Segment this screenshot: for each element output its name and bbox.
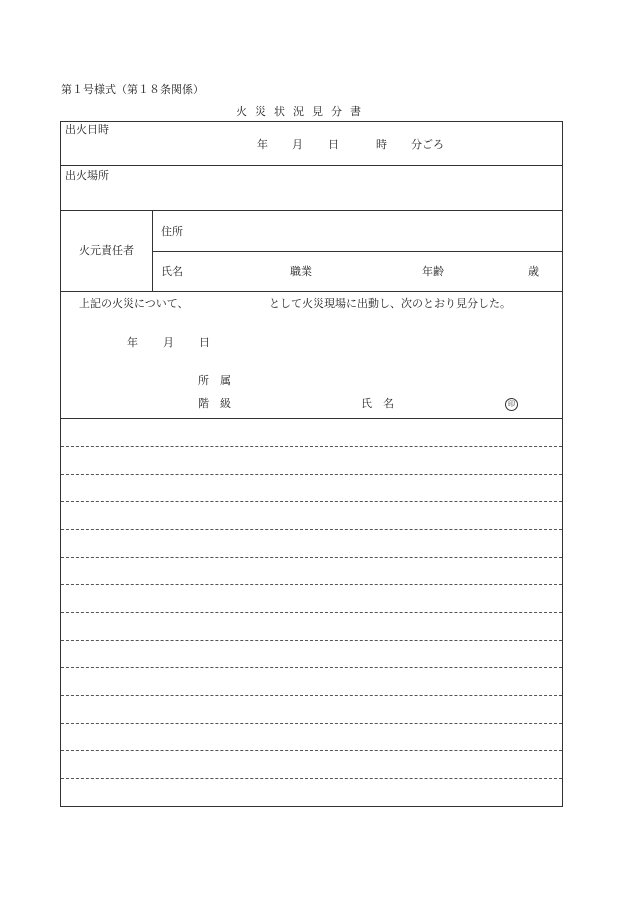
divider-address bbox=[152, 251, 563, 252]
writing-line bbox=[61, 778, 562, 779]
writing-line bbox=[61, 557, 562, 558]
occupation-label: 職業 bbox=[290, 265, 312, 278]
divider-statement bbox=[60, 418, 563, 419]
statement-text-1: 上記の火災について、 bbox=[79, 297, 189, 310]
divider-person bbox=[60, 291, 563, 292]
rank-label: 階 級 bbox=[198, 397, 231, 410]
divider-person-label bbox=[152, 210, 153, 291]
statement-month-unit: 月 bbox=[163, 336, 174, 349]
fire-location-label: 出火場所 bbox=[65, 169, 109, 182]
divider-location bbox=[60, 210, 563, 211]
divider-datetime bbox=[60, 165, 563, 166]
form-frame bbox=[60, 121, 563, 807]
age-label: 年齢 bbox=[422, 265, 444, 278]
writing-line bbox=[61, 584, 562, 585]
fire-minute-unit: 分ごろ bbox=[411, 138, 444, 151]
fire-hour-unit: 時 bbox=[376, 138, 387, 151]
writing-line bbox=[61, 750, 562, 751]
affiliation-label: 所 属 bbox=[198, 374, 231, 387]
form-number: 第１号様式（第１８条関係） bbox=[61, 83, 204, 96]
inspector-name-label: 氏 名 bbox=[361, 397, 394, 410]
writing-line bbox=[61, 640, 562, 641]
address-label: 住所 bbox=[161, 225, 183, 238]
writing-line bbox=[61, 695, 562, 696]
fire-source-person-label: 火元責任者 bbox=[79, 244, 134, 257]
writing-line bbox=[61, 723, 562, 724]
person-name-label: 氏名 bbox=[161, 265, 183, 278]
writing-line bbox=[61, 474, 562, 475]
seal-icon: 印 bbox=[505, 398, 518, 411]
age-unit: 歳 bbox=[528, 265, 539, 278]
fire-datetime-label: 出火日時 bbox=[65, 123, 109, 136]
writing-line bbox=[61, 667, 562, 668]
writing-line bbox=[61, 501, 562, 502]
writing-line bbox=[61, 612, 562, 613]
statement-text-2: として火災現場に出動し、次のとおり見分した。 bbox=[269, 297, 511, 310]
writing-line bbox=[61, 446, 562, 447]
seal-mark bbox=[505, 397, 518, 411]
fire-day-unit: 日 bbox=[328, 138, 339, 151]
statement-year-unit: 年 bbox=[127, 336, 138, 349]
fire-month-unit: 月 bbox=[292, 138, 303, 151]
writing-line bbox=[61, 529, 562, 530]
document-title: 火災状況見分書 bbox=[236, 105, 369, 118]
statement-day-unit: 日 bbox=[199, 336, 210, 349]
fire-year-unit: 年 bbox=[257, 138, 268, 151]
